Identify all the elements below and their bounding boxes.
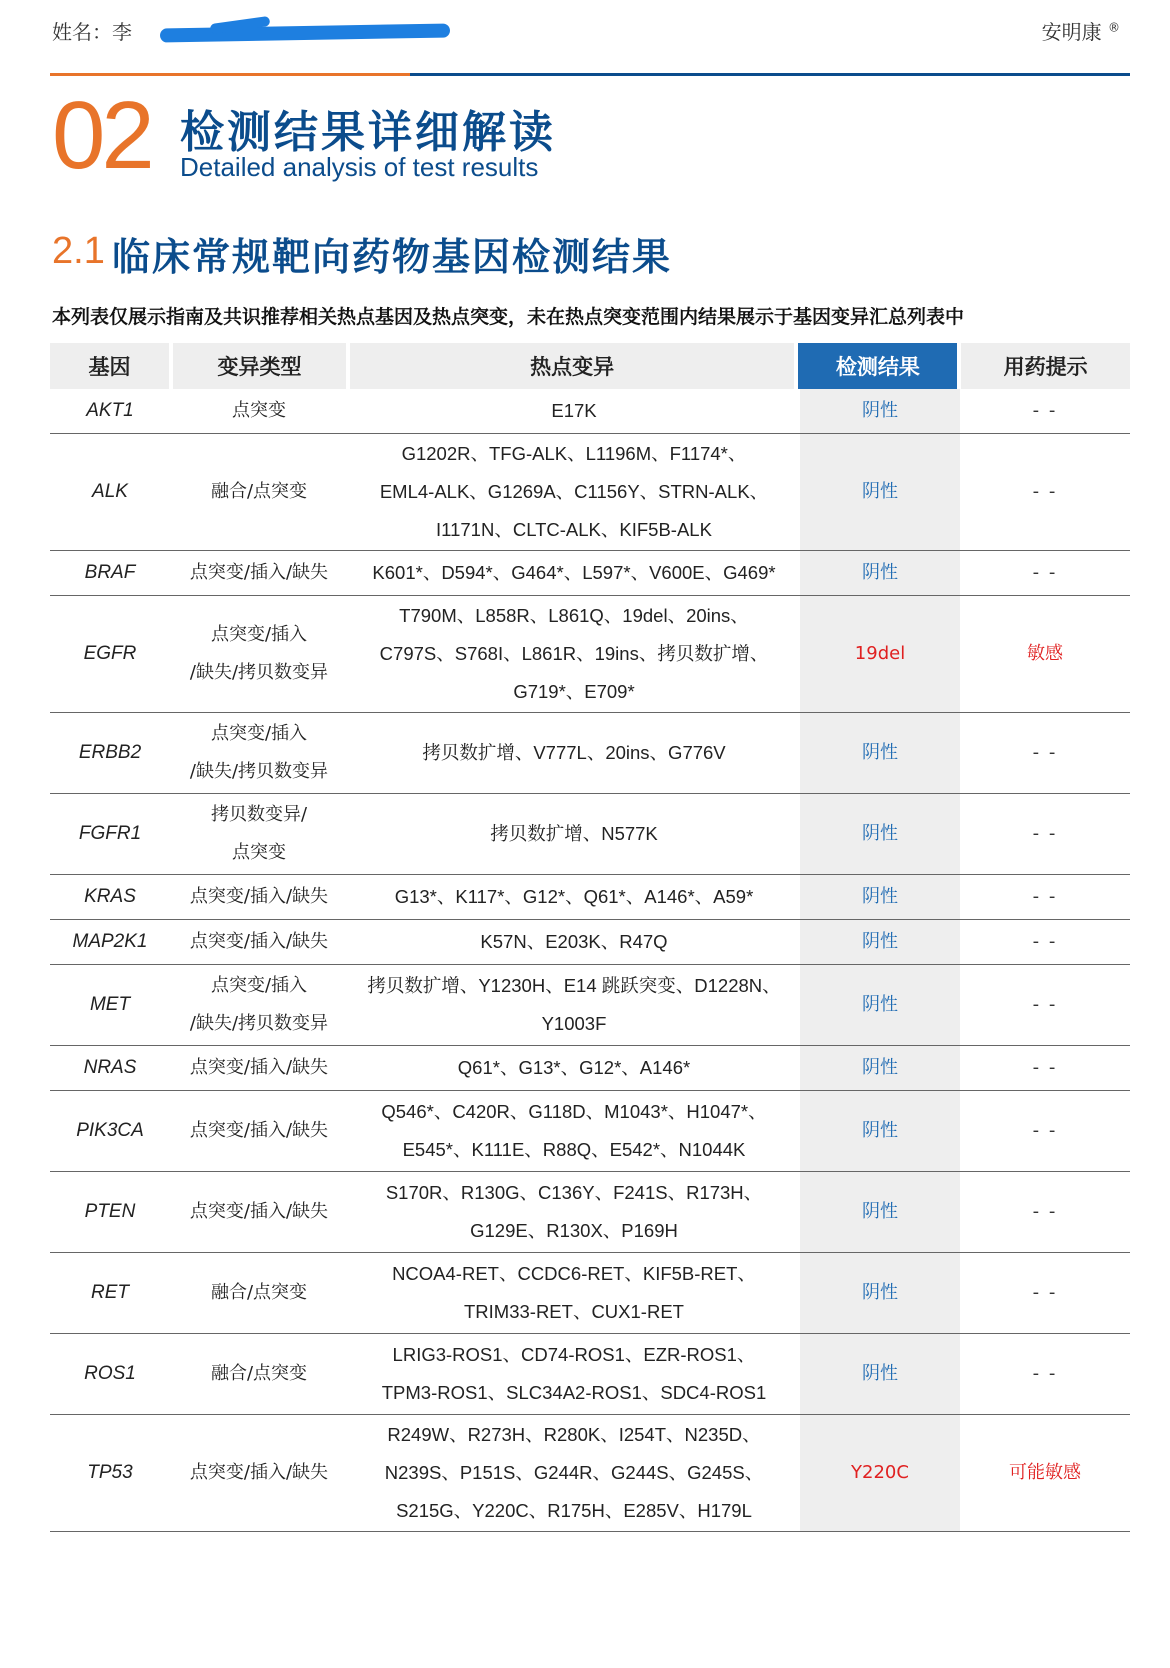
gene-cell: ROS1 <box>84 1363 136 1384</box>
table-row <box>50 794 1130 875</box>
hotspot-cell: 拷贝数扩增、V777L、20ins、G776V <box>422 742 726 763</box>
result-cell: 阴性 <box>800 875 960 919</box>
hotspot-cell: K57N、E203K、R47Q <box>480 931 668 952</box>
type-cell: 点突变/插入/缺失 <box>189 1057 329 1078</box>
section-title-cn: 检测结果详细解读 <box>180 107 556 158</box>
hotspot-cell: S170R、R130G、C136Y、F241S、R173H、 G129E、R130X、P169H <box>385 1182 763 1241</box>
result-cell: 阴性 <box>800 794 960 874</box>
gene-cell: KRAS <box>84 886 136 907</box>
hint-cell: 敏感 <box>1027 643 1063 664</box>
type-cell: 点突变/插入/缺失 <box>189 1462 329 1483</box>
brand-name <box>1042 16 1120 45</box>
table-row <box>50 1091 1130 1172</box>
header-divider-orange <box>50 73 410 76</box>
registered-mark: ® <box>1108 20 1120 35</box>
hint-cell: - - <box>1032 1201 1058 1222</box>
subsection-number: 2.1 <box>52 230 105 272</box>
hotspot-cell: T790M、L858R、L861Q、19del、20ins、 C797S、S768I、L861R、19ins、拷贝数扩增、 G719*、E709* <box>379 605 769 702</box>
hint-cell: - - <box>1032 931 1058 952</box>
result-cell: 阴性 <box>800 920 960 964</box>
hotspot-cell: R249W、R273H、R280K、I254T、N235D、 N239S、P151S、G244R、G244S、G245S、 S215G、Y220C、R175H、E285V、H179L <box>384 1424 764 1521</box>
gene-cell: FGFR1 <box>78 823 142 844</box>
type-cell: 点突变/插入 /缺失/拷贝数变异 <box>189 723 329 782</box>
type-cell: 融合/点突变 <box>210 1282 308 1303</box>
hotspot-cell: G1202R、TFG-ALK、L1196M、F1174*、 EML4-ALK、G1269A、C1156Y、STRN-ALK、 I1171N、CLTC-ALK、KIF5B-ALK <box>379 443 769 540</box>
result-cell: 阴性 <box>800 1046 960 1090</box>
result-cell: 阴性 <box>800 1334 960 1414</box>
result-cell: 阴性 <box>800 1172 960 1252</box>
result-cell: 阴性 <box>800 434 960 550</box>
result-cell: 阴性 <box>800 389 960 433</box>
type-cell: 拷贝数变异/ 点突变 <box>210 804 308 863</box>
hotspot-cell: NCOA4-RET、CCDC6-RET、KIF5B-RET、 TRIM33-RET、CUX1-RET <box>392 1263 756 1322</box>
hint-cell: - - <box>1032 1363 1058 1384</box>
table-header-row <box>50 343 1130 389</box>
result-cell: 阴性 <box>800 551 960 595</box>
gene-cell: NRAS <box>83 1057 137 1078</box>
gene-cell: PIK3CA <box>76 1120 144 1141</box>
hotspot-cell: Q61*、G13*、G12*、A146* <box>457 1057 691 1078</box>
hotspot-cell: K601*、D594*、G464*、L597*、V600E、G469* <box>372 562 776 583</box>
table-row <box>50 965 1130 1046</box>
header-hotspot: 热点变异 <box>350 343 795 389</box>
gene-cell: BRAF <box>84 562 136 583</box>
result-cell: 阴性 <box>800 713 960 793</box>
header-hint: 用药提示 <box>961 343 1130 389</box>
name-redaction-mark <box>160 23 450 42</box>
table-row <box>50 1046 1130 1091</box>
table-body <box>50 389 1130 1532</box>
hotspot-cell: 拷贝数扩增、N577K <box>490 823 658 844</box>
report-header <box>50 14 1120 54</box>
table-row <box>50 713 1130 794</box>
type-cell: 融合/点突变 <box>210 481 308 502</box>
table-row <box>50 389 1130 434</box>
hint-cell: - - <box>1032 400 1058 421</box>
table-row <box>50 551 1130 596</box>
gene-cell: MAP2K1 <box>72 931 148 952</box>
hotspot-cell: 拷贝数扩增、Y1230H、E14 跳跃突变、D1228N、 Y1003F <box>367 975 781 1034</box>
hint-cell: - - <box>1032 1282 1058 1303</box>
gene-cell: ERBB2 <box>78 742 142 763</box>
gene-cell: MET <box>89 994 131 1015</box>
result-cell: 阴性 <box>800 965 960 1045</box>
gene-cell: RET <box>91 1282 129 1303</box>
header-type: 变异类型 <box>173 343 346 389</box>
gene-cell: TP53 <box>87 1462 133 1483</box>
table-row <box>50 1253 1130 1334</box>
type-cell: 点突变/插入/缺失 <box>189 931 329 952</box>
table-row <box>50 1334 1130 1415</box>
gene-cell: EGFR <box>83 643 137 664</box>
type-cell: 点突变/插入/缺失 <box>189 886 329 907</box>
section-number: 02 <box>52 82 151 189</box>
gene-cell: AKT1 <box>86 400 134 421</box>
table-row <box>50 434 1130 551</box>
hint-cell: - - <box>1032 1120 1058 1141</box>
table-row <box>50 1415 1130 1532</box>
section-title-en: Detailed analysis of test results <box>180 152 539 182</box>
brand-text: 安明康 <box>1041 20 1102 44</box>
hotspot-cell: Q546*、C420R、G118D、M1043*、H1047*、 E545*、K111E、R88Q、E542*、N1044K <box>381 1101 767 1160</box>
table-row <box>50 920 1130 965</box>
hint-cell: - - <box>1032 562 1058 583</box>
hint-cell: - - <box>1032 742 1058 763</box>
type-cell: 融合/点突变 <box>210 1363 308 1384</box>
hotspot-cell: G13*、K117*、G12*、Q61*、A146*、A59* <box>394 886 754 907</box>
result-cell: Y220C <box>800 1415 960 1531</box>
gene-cell: PTEN <box>84 1201 136 1222</box>
header-gene: 基因 <box>50 343 169 389</box>
type-cell: 点突变/插入/缺失 <box>189 1201 329 1222</box>
gene-cell: ALK <box>92 481 128 502</box>
header-result: 检测结果 <box>798 343 957 389</box>
type-cell: 点突变/插入/缺失 <box>189 1120 329 1141</box>
table-row <box>50 596 1130 713</box>
hint-cell: - - <box>1032 994 1058 1015</box>
header-divider-blue <box>410 73 1130 76</box>
table-row <box>50 1172 1130 1253</box>
hint-cell: - - <box>1032 823 1058 844</box>
hotspot-cell: E17K <box>551 400 597 421</box>
hotspot-cell: LRIG3-ROS1、CD74-ROS1、EZR-ROS1、 TPM3-ROS1、SLC34A2-ROS1、SDC4-ROS1 <box>381 1344 767 1403</box>
hint-cell: - - <box>1032 1057 1058 1078</box>
type-cell: 点突变/插入 /缺失/拷贝数变异 <box>189 624 329 683</box>
hint-cell: 可能敏感 <box>1009 1462 1081 1483</box>
subsection-title: 临床常规靶向药物基因检测结果 <box>112 235 673 279</box>
type-cell: 点突变/插入/缺失 <box>189 562 329 583</box>
result-cell: 19del <box>800 596 960 712</box>
hint-cell: - - <box>1032 886 1058 907</box>
results-table <box>50 343 1130 1532</box>
table-row <box>50 875 1130 920</box>
patient-name-label: 姓名：李 <box>52 20 132 44</box>
result-cell: 阴性 <box>800 1253 960 1333</box>
type-cell: 点突变 <box>232 400 286 421</box>
hint-cell: - - <box>1032 481 1058 502</box>
table-note: 本列表仅展示指南及共识推荐相关热点基因及热点突变，未在热点突变范围内结果展示于基因变异汇总列表中 <box>52 306 965 328</box>
result-cell: 阴性 <box>800 1091 960 1171</box>
type-cell: 点突变/插入 /缺失/拷贝数变异 <box>189 975 329 1034</box>
